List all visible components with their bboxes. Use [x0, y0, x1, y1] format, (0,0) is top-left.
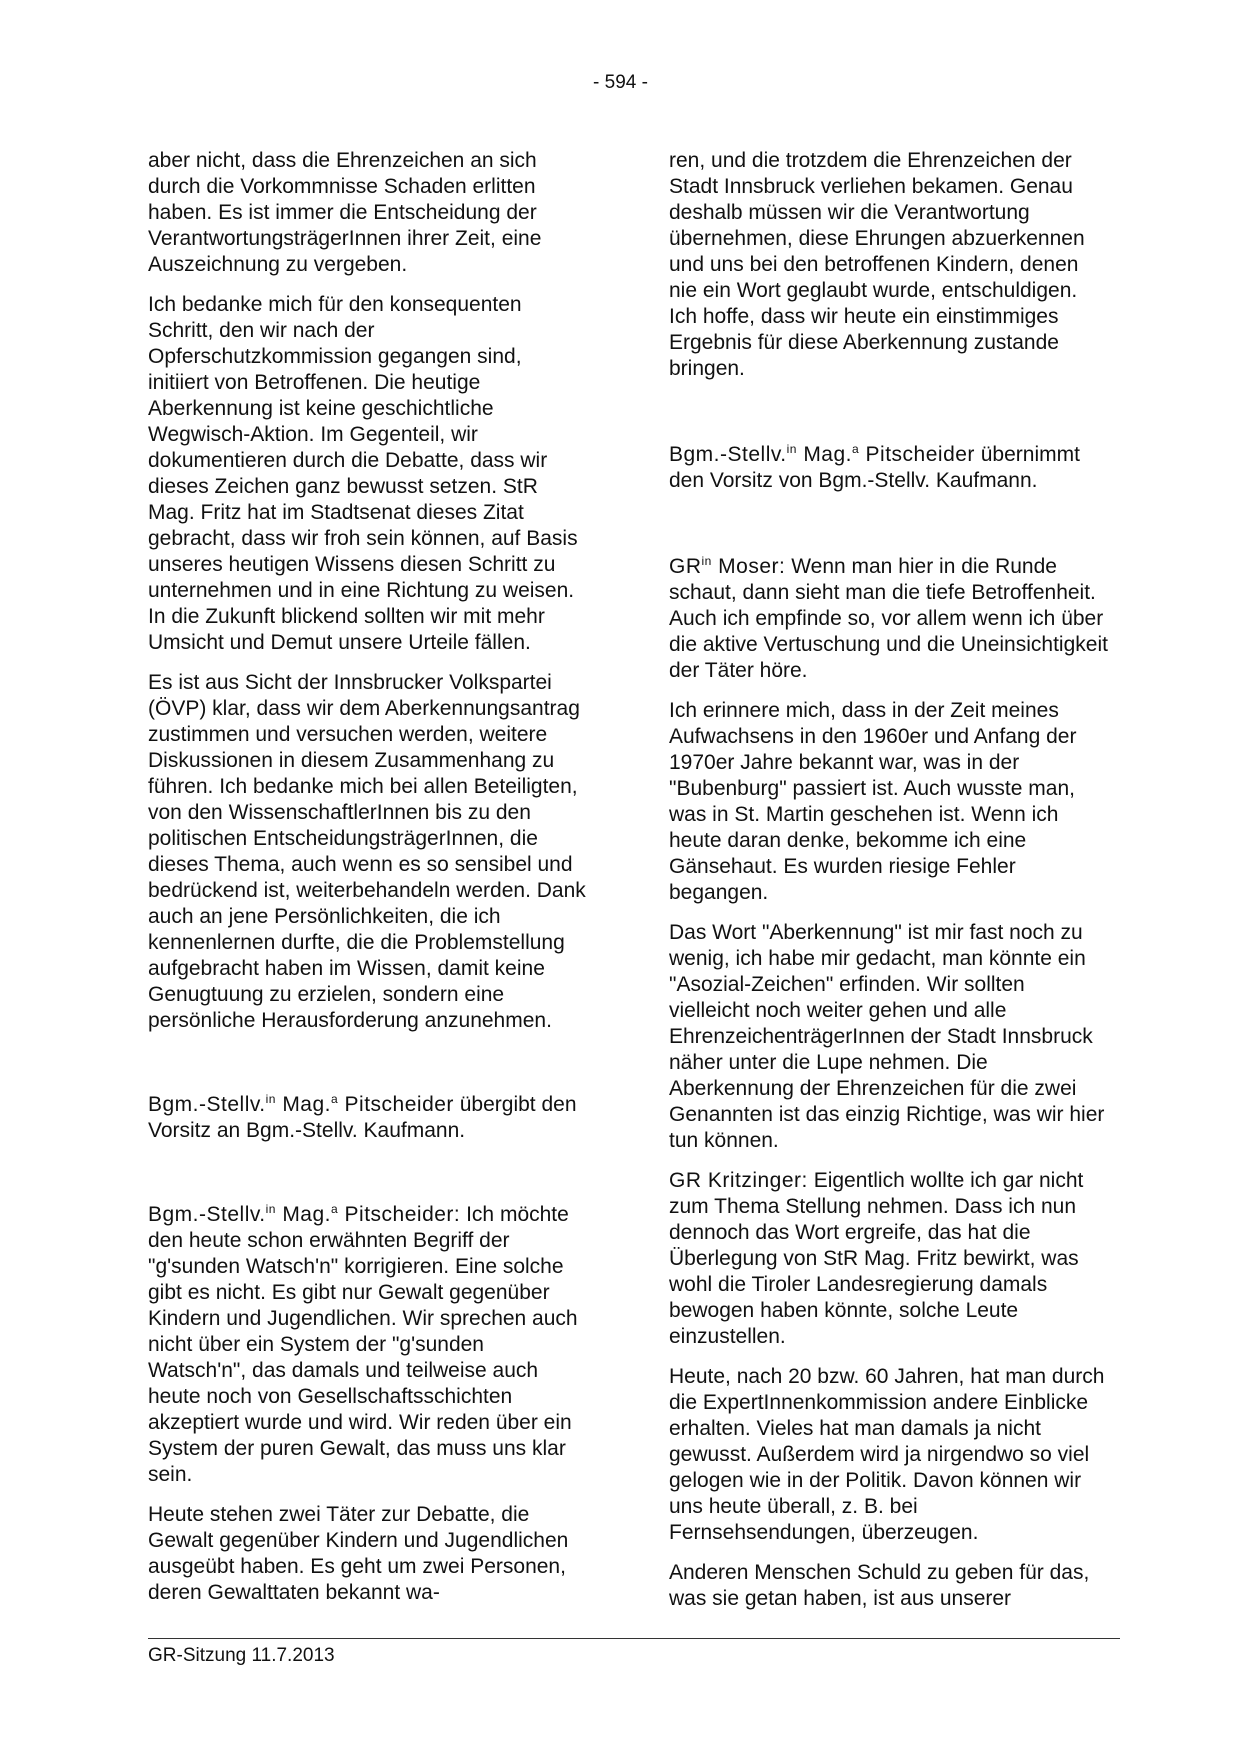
- right-column: [669, 148, 1109, 1626]
- speaker-name: Bgm.-Stellv.$^{in}$ Mag.$^a$ Pitscheider:: [148, 1202, 461, 1226]
- left-column: [148, 148, 588, 1620]
- paragraph: Ich bedanke mich für den konsequenten Schritt, den wir nach der Opferschutzkommission gegangen sind, initiiert von Betroffenen. Die heutige Aberkennung ist keine geschichtliche Wegwisch-Aktion. Im Gegenteil, wir dokumentieren durch die Debatte, dass wir dieses Zeichen ganz bewusst setzen. StR Mag. Fritz hat im Stadtsenat dieses Zitat gebracht, dass wir froh sein können, auf Basis unseres heutigen Wissens diesen Schritt zu unternehmen und in eine Richtung zu weisen. In die Zukunft blickend sollten wir mit mehr Umsicht und Demut unsere Urteile fällen.: [148, 293, 578, 654]
- speaker-name: Bgm.-Stellv.$^{in}$ Mag.$^a$ Pitscheider: [148, 1092, 454, 1116]
- footer-session-date: GR-Sitzung 11.7.2013: [148, 1645, 335, 1666]
- paragraph: aber nicht, dass die Ehrenzeichen an sich durch die Vorkommnisse Schaden erlitten haben. Es ist immer die Entscheidung der VerantwortungsträgerInnen ihrer Zeit, eine Auszeichnung zu vergeben.: [148, 149, 542, 276]
- paragraph: Anderen Menschen Schuld zu geben für das, was sie getan haben, ist aus unserer: [669, 1561, 1090, 1610]
- paragraph: Es ist aus Sicht der Innsbrucker Volkspartei (ÖVP) klar, dass wir dem Aberkennungsantrag zustimmen und versuchen werden, weitere Diskussionen in diesem Zusammenhang zu führen. Ich bedanke mich bei allen Beteiligten, von den WissenschaftlerInnen bis zu den politischen EntscheidungsträgerInnen, die dieses Thema, auch wenn es so sensibel und bedrückend ist, weiterbehandeln werden. Dank auch an jene Persönlichkeiten, die ich kennenlernen durfte, die die Problemstellung aufgebracht haben im Wissen, damit keine Genugtuung zu erzielen, sondern eine persönliche Herausforderung anzunehmen.: [148, 671, 586, 1032]
- speaker-name: Bgm.-Stellv.$^{in}$ Mag.$^a$ Pitscheider: [669, 442, 975, 466]
- paragraph: Heute, nach 20 bzw. 60 Jahren, hat man durch die ExpertInnenkommission andere Einblicke erhalten. Vieles hat man damals ja nicht gewusst. Außerdem wird ja nirgendwo so viel gelogen wie in der Politik. Davon können wir uns heute überall, z. B. bei Fernsehsendungen, überzeugen.: [669, 1365, 1105, 1544]
- paragraph: Das Wort "Aberkennung" ist mir fast noch zu wenig, ich habe mir gedacht, man könnte ein "Asozial-Zeichen" erfinden. Wir sollten vielleicht noch weiter gehen und alle EhrenzeichenträgerInnen der Stadt Innsbruck näher unter die Lupe nehmen. Die Aberkennung der Ehrenzeichen für die zwei Genannten ist das einzig Richtige, was wir hier tun können.: [669, 921, 1105, 1152]
- speaker-name: GR Kritzinger:: [669, 1169, 808, 1192]
- speech-paragraph: Bgm.-Stellv.$^{in}$ Mag.$^a$ Pitscheider: Ich möchte den heute schon erwähnten Begriff der "g'sunden Watsch'n" korrigieren. Eine solche gibt es nicht. Es gibt nur Gewalt gegenüber Kindern und Jugendlichen. Wir sprechen auch nicht über ein System der "g'sunden Watsch'n", das damals und teilweise auch heute noch von Gesellschaftsschichten akzeptiert wurde und wird. Wir reden über ein System der puren Gewalt, das muss uns klar sein.: [148, 1202, 578, 1486]
- speaker-name: $GR^{in}$ Moser:: [669, 554, 786, 578]
- chair-note: Bgm.-Stellv.$^{in}$ Mag.$^a$ Pitscheider übernimmt den Vorsitz von Bgm.-Stellv. Kaufmann.: [669, 442, 1080, 492]
- page-number: - 594 -: [593, 72, 648, 93]
- paragraph: ren, und die trotzdem die Ehrenzeichen der Stadt Innsbruck verliehen bekamen. Genau deshalb müssen wir die Verantwortung übernehmen, diese Ehrungen abzuerkennen und uns bei den betroffenen Kindern, denen nie ein Wort geglaubt wurde, entschuldigen. Ich hoffe, dass wir heute ein einstimmiges Ergebnis für diese Aberkennung zustande bringen.: [669, 149, 1085, 380]
- footer-divider: [148, 1638, 1120, 1639]
- speech-paragraph: GR Kritzinger: Eigentlich wollte ich gar nicht zum Thema Stellung nehmen. Dass ich nun dennoch das Wort ergreife, das hat die Überlegung von StR Mag. Fritz bewirkt, was wohl die Tiroler Landesregierung damals bewogen haben könnte, solche Leute einzustellen.: [669, 1169, 1084, 1348]
- paragraph: Ich erinnere mich, dass in der Zeit meines Aufwachsens in den 1960er und Anfang der 1970er Jahre bekannt war, was in der "Bubenburg" passiert ist. Auch wusste man, was in St. Martin geschehen ist. Wenn ich heute daran denke, bekomme ich eine Gänsehaut. Es wurden riesige Fehler begangen.: [669, 699, 1077, 904]
- chair-note: Bgm.-Stellv.$^{in}$ Mag.$^a$ Pitscheider übergibt den Vorsitz an Bgm.-Stellv. Kaufmann.: [148, 1092, 577, 1142]
- paragraph: Heute stehen zwei Täter zur Debatte, die Gewalt gegenüber Kindern und Jugendlichen ausgeübt haben. Es geht um zwei Personen, deren Gewalttaten bekannt wa-: [148, 1503, 569, 1604]
- speech-paragraph: $GR^{in}$ Moser: Wenn man hier in die Runde schaut, dann sieht man die tiefe Betroffenheit. Auch ich empfinde so, vor allem wenn ich über die aktive Vertuschung und die Uneinsichtigkeit der Täter höre.: [669, 554, 1108, 682]
